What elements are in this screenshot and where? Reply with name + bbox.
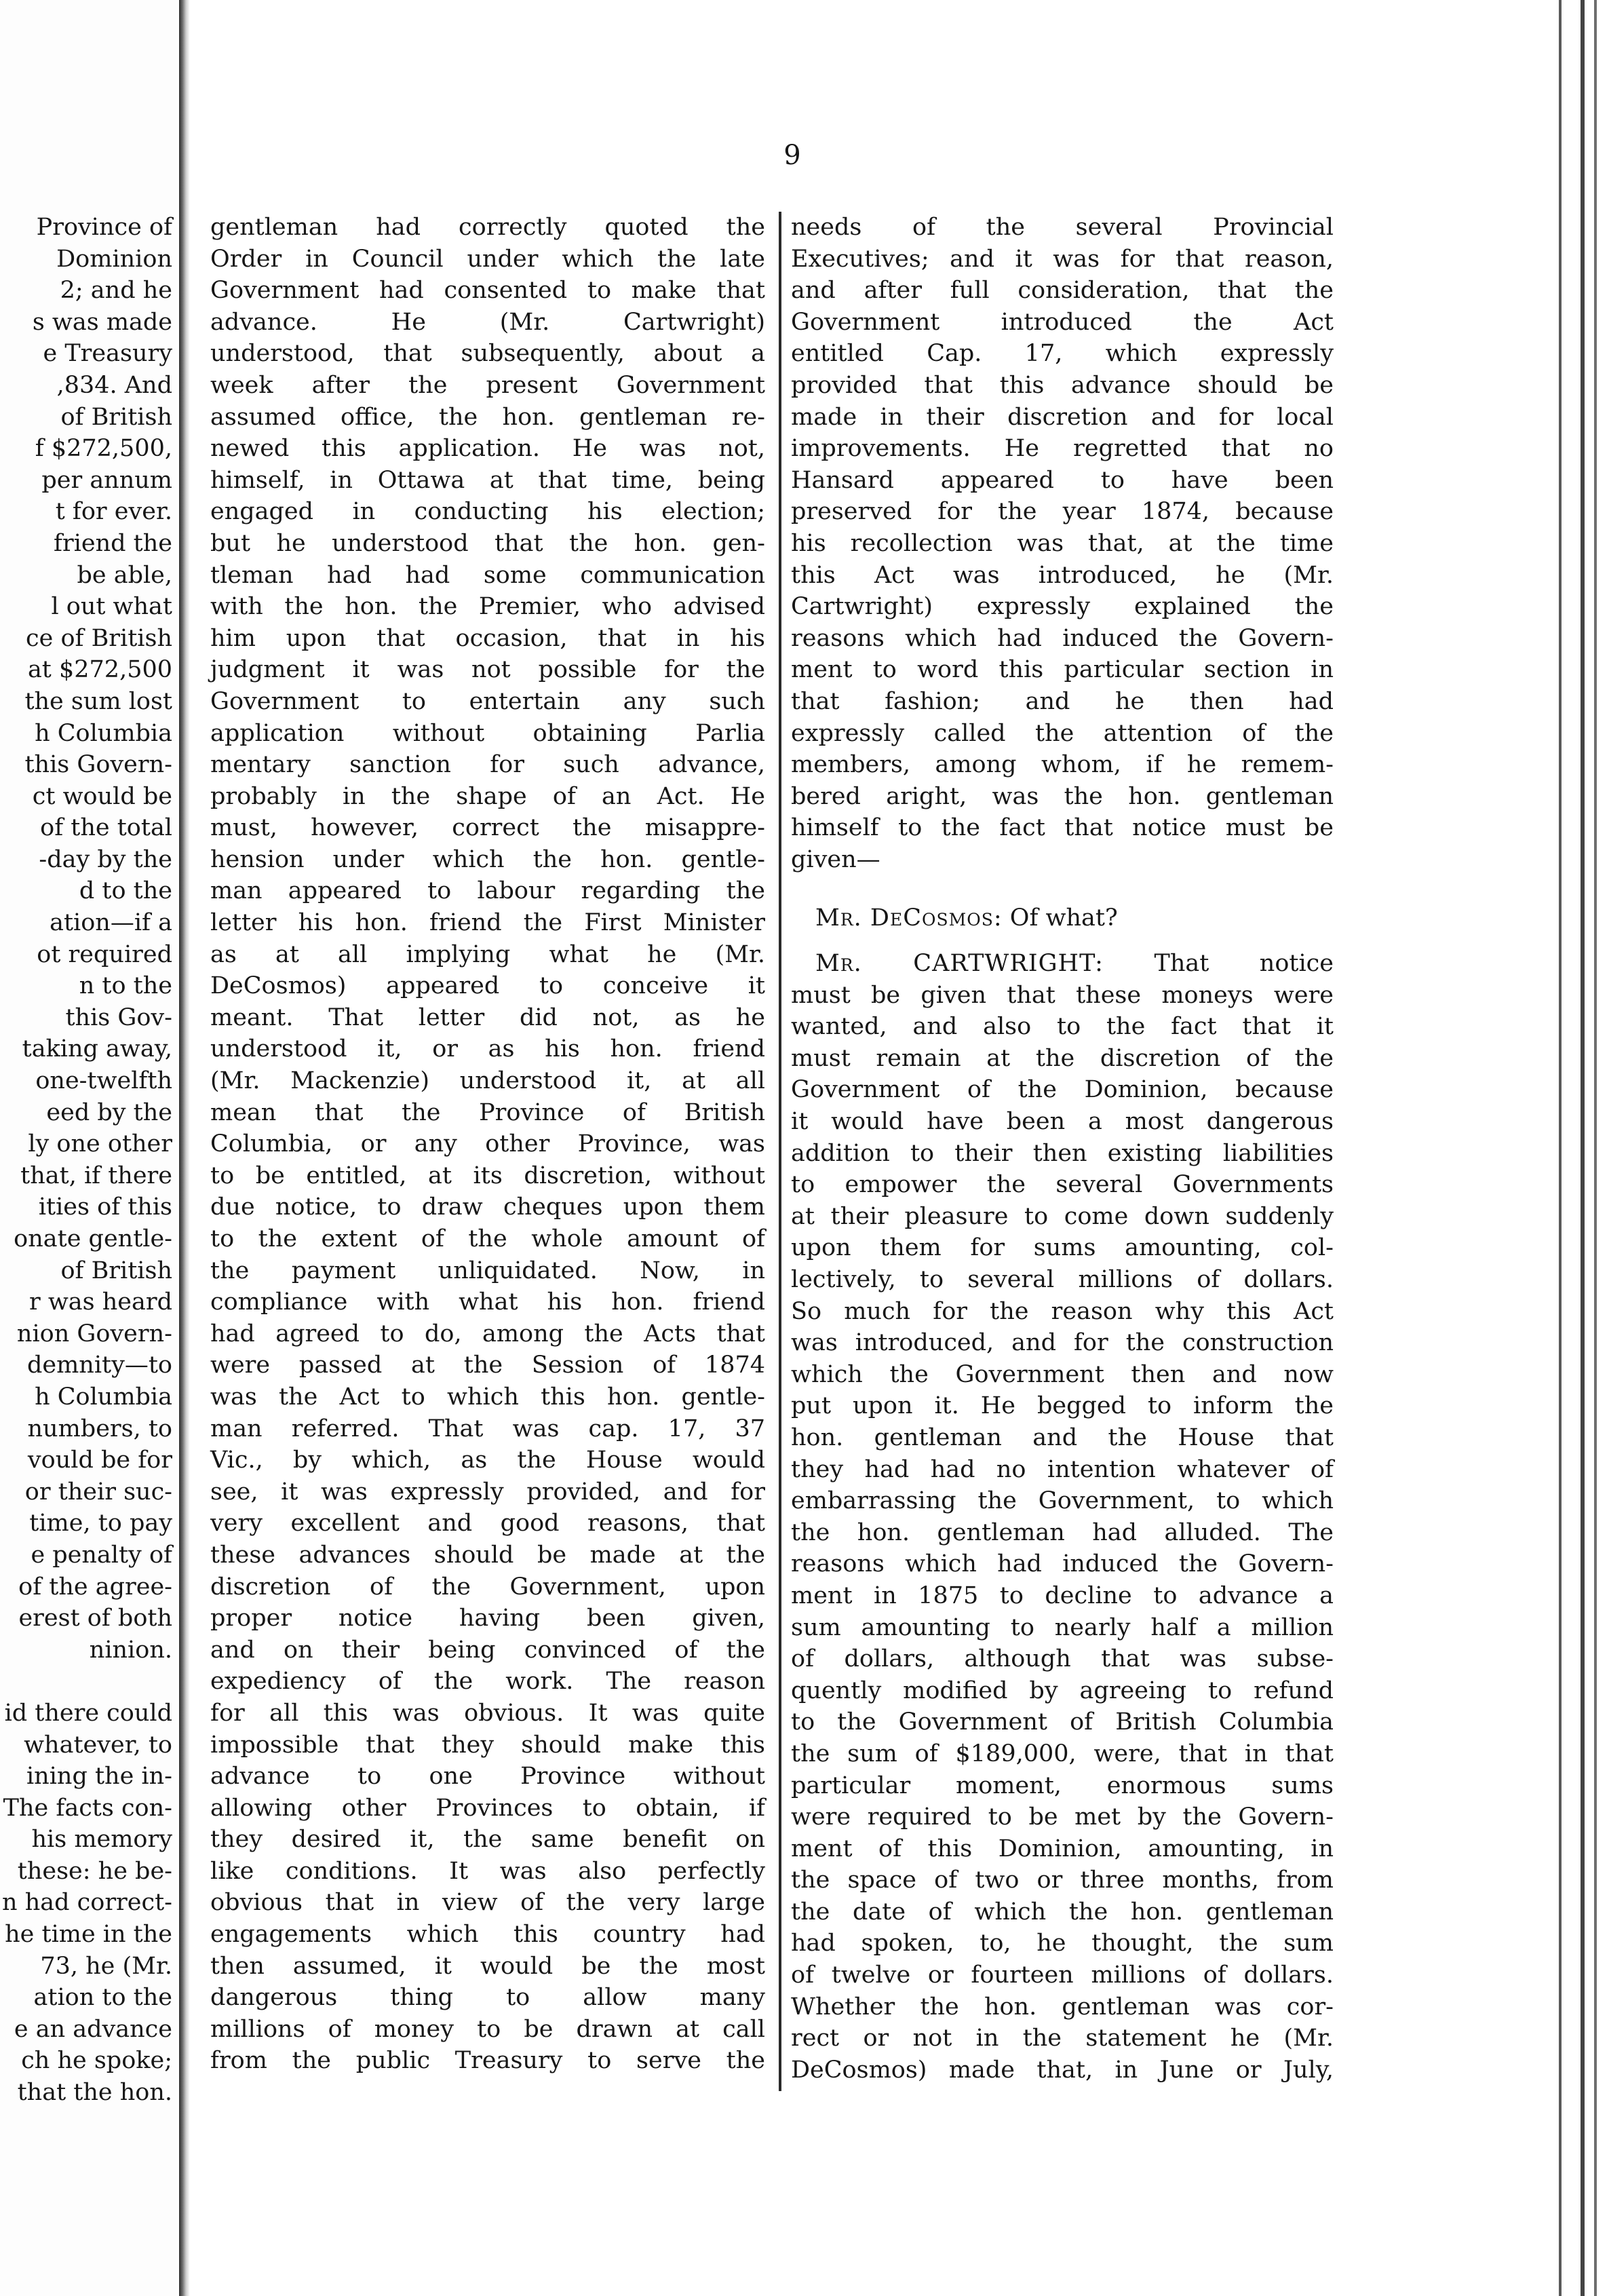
text-line: understood it, or as his hon. friend (210, 1035, 765, 1063)
text-line: tleman had had some communication (210, 561, 765, 589)
text-line: e penalty of (31, 1541, 172, 1569)
text-line: hon. gentleman and the House that (791, 1423, 1334, 1451)
text-line: man appeared to labour regarding the (210, 877, 765, 905)
text-line: the space of two or three months, from (791, 1867, 1334, 1894)
text-line: was introduced, and for the construction (791, 1329, 1334, 1357)
text-line: very excellent and good reasons, that (210, 1510, 765, 1537)
text-line: Columbia, or any other Province, was (210, 1130, 765, 1158)
text-line: (Mr. Mackenzie) understood it, at all (210, 1067, 765, 1095)
text-line: ment of this Dominion, amounting, in (791, 1835, 1334, 1862)
text-line: given— (791, 845, 880, 873)
column-divider (779, 212, 781, 2091)
right-column (791, 212, 1334, 2086)
interjection-line (791, 902, 1334, 934)
text-line: ct would be (32, 782, 172, 810)
text-line: the hon. gentleman had alluded. The (791, 1518, 1334, 1546)
text-line: ment in 1875 to decline to advance a (791, 1582, 1334, 1609)
text-line: of dollars, although that was subse- (791, 1645, 1334, 1673)
text-line: improvements. He regretted that no (791, 435, 1334, 463)
interjection-text: Of what? (1009, 904, 1118, 932)
text-line: id there could (4, 1699, 172, 1727)
text-line: Dominion (56, 245, 172, 273)
text-line: Government introduced the Act (791, 308, 1334, 336)
text-line: sum amounting to nearly half a million (791, 1613, 1334, 1641)
text-line: gentleman had correctly quoted the (210, 214, 765, 241)
text-line: of twelve or fourteen millions of dollars. (791, 1962, 1334, 1989)
text-line: were required to be met by the Govern- (791, 1803, 1334, 1831)
text-line: due notice, to draw cheques upon them (210, 1193, 765, 1221)
text-line: assumed office, the hon. gentleman re- (210, 403, 765, 431)
text-line: millions of money to be drawn at call (210, 2015, 765, 2043)
text-line: his memory (31, 1826, 172, 1854)
reply-text: That notice (1154, 950, 1334, 978)
text-line: -day by the (39, 845, 172, 873)
text-line: the payment unliquidated. Now, in (210, 1257, 765, 1284)
text-line: at their pleasure to come down suddenly (791, 1202, 1334, 1230)
text-line: must be given that these moneys were (791, 981, 1334, 1009)
text-line: Executives; and it was for that reason, (791, 245, 1334, 273)
text-line: must, however, correct the misappre- (210, 814, 765, 842)
text-line: addition to their then existing liabilities (791, 1139, 1334, 1167)
text-line: members, among whom, if he remem- (791, 751, 1334, 779)
text-line: allowing other Provinces to obtain, if (210, 1794, 765, 1822)
text-line: h Columbia (35, 719, 172, 747)
text-line: h Columbia (35, 1383, 172, 1411)
text-line: t for ever. (55, 498, 172, 526)
text-line: d to the (79, 877, 172, 905)
text-line: be able, (77, 561, 172, 589)
text-line: the sum lost (24, 687, 172, 715)
text-line: it would have been a most dangerous (791, 1108, 1334, 1136)
text-line: r was heard (28, 1288, 172, 1316)
middle-column (210, 212, 765, 2077)
text-line: s was made (32, 308, 172, 336)
text-line: week after the present Government (210, 371, 765, 399)
speaker-name: Mr. DeCosmos: (815, 904, 1003, 932)
page-edge (1594, 0, 1597, 2296)
text-line: advance. He (Mr. Cartwright) (210, 308, 765, 336)
text-line: Government had consented to make that (210, 277, 765, 305)
text-line: n to the (79, 972, 172, 1000)
text-line: e an advance (14, 2015, 172, 2043)
text-line: this Act was introduced, he (Mr. (791, 561, 1334, 589)
text-line: his recollection was that, at the time (791, 529, 1334, 557)
page-number: 9 (783, 140, 801, 171)
text-line: meant. That letter did not, as he (210, 1003, 765, 1031)
text-line: to the extent of the whole amount of (210, 1225, 765, 1252)
page-edge (1581, 0, 1585, 2296)
text-line: himself, in Ottawa at that time, being (210, 466, 765, 494)
text-line: expediency of the work. The reason (210, 1668, 765, 1696)
text-line: provided that this advance should be (791, 371, 1334, 399)
text-line: The facts con- (3, 1794, 172, 1822)
text-line: they had had no intention whatever of (791, 1455, 1334, 1483)
facing-page-fragment (0, 0, 178, 2296)
text-line: dangerous thing to allow many (210, 1984, 765, 2012)
text-line: that, if there (20, 1162, 172, 1189)
text-line: were passed at the Session of 1874 (210, 1352, 765, 1379)
text-line: ly one other (28, 1130, 172, 1158)
text-line: ment to word this particular section in (791, 656, 1334, 684)
text-line: needs of the several Provincial (791, 214, 1334, 241)
text-line: ining the in- (26, 1763, 172, 1791)
text-line: So much for the reason why this Act (791, 1297, 1334, 1325)
text-line: Whether the hon. gentleman was cor- (791, 1993, 1334, 2021)
text-line: DeCosmos) made that, in June or July, (791, 2056, 1334, 2084)
text-line: these: he be- (17, 1857, 172, 1885)
text-line: made in their discretion and for local (791, 403, 1334, 431)
text-line: numbers, to (27, 1415, 172, 1442)
text-line: advance to one Province without (210, 1763, 765, 1791)
text-line: bered aright, was the hon. gentleman (791, 782, 1334, 810)
text-line: reasons which had induced the Govern- (791, 1550, 1334, 1578)
text-line: preserved for the year 1874, because (791, 498, 1334, 526)
text-line: ities of this (38, 1193, 172, 1221)
text-line: vould be for (27, 1447, 172, 1474)
text-line: Vic., by which, as the House would (210, 1447, 765, 1474)
text-line: engaged in conducting his election; (210, 498, 765, 526)
text-line: to be entitled, at its discretion, without (210, 1162, 765, 1189)
text-line: ation to the (33, 1984, 172, 2012)
text-line: had agreed to do, among the Acts that (210, 1320, 765, 1347)
text-line: e Treasury (43, 340, 172, 368)
text-line: these advances should be made at the (210, 1541, 765, 1569)
text-line: of British (60, 403, 172, 431)
text-line: must remain at the discretion of the (791, 1044, 1334, 1072)
text-line: ch he spoke; (21, 2047, 172, 2075)
text-line: nion Govern- (16, 1320, 172, 1347)
paragraph (791, 212, 1334, 875)
text-line: of the total (40, 814, 172, 842)
text-line: had spoken, to, he thought, the sum (791, 1930, 1334, 1957)
text-line: him upon that occasion, that in his (210, 624, 765, 652)
text-line: he time in the (5, 1921, 172, 1949)
text-line: ,834. And (56, 371, 172, 399)
text-line: erest of both (18, 1605, 172, 1632)
text-line: reasons which had induced the Govern- (791, 624, 1334, 652)
text-line: ation—if a (50, 909, 172, 937)
text-line: per annum (41, 466, 172, 494)
text-line: one-twelfth (35, 1067, 172, 1095)
text-line: wanted, and also to the fact that it (791, 1013, 1334, 1041)
text-line: newed this application. He was not, (210, 435, 765, 463)
text-line: letter his hon. friend the First Minister (210, 909, 765, 937)
text-line: particular moment, enormous sums (791, 1772, 1334, 1799)
text-line: and after full consideration, that the (791, 277, 1334, 305)
text-line: of British (60, 1257, 172, 1284)
text-line: proper notice having been given, (210, 1605, 765, 1632)
text-line: time, to pay (29, 1510, 172, 1537)
text-line: probably in the shape of an Act. He (210, 782, 765, 810)
text-line: whatever, to (24, 1731, 172, 1759)
text-line: Hansard appeared to have been (791, 466, 1334, 494)
text-line: this Gov- (65, 1003, 172, 1031)
left-column-fragment (0, 212, 172, 2109)
text-line: like conditions. It was also perfectly (210, 1857, 765, 1885)
text-line: to empower the several Governments (791, 1171, 1334, 1199)
text-line: Province of (36, 214, 172, 241)
text-line: Cartwright) expressly explained the (791, 593, 1334, 621)
text-line: compliance with what his hon. friend (210, 1288, 765, 1316)
text-line: taking away, (22, 1035, 172, 1063)
text-line: man referred. That was cap. 17, 37 (210, 1415, 765, 1442)
text-line: eed by the (46, 1098, 172, 1126)
text-line: 73, he (Mr. (40, 1952, 172, 1980)
text-line: n had correct- (2, 1889, 172, 1917)
text-line: engagements which this country had (210, 1921, 765, 1949)
text-line: this Govern- (24, 751, 172, 779)
text-line (0, 1666, 172, 1698)
text-line: obvious that in view of the very large (210, 1889, 765, 1917)
text-line: entitled Cap. 17, which expressly (791, 340, 1334, 368)
text-line: ninion. (89, 1636, 172, 1664)
reply-first-line (791, 948, 1334, 980)
text-line: himself to the fact that notice must be (791, 814, 1334, 842)
text-line: Government of the Dominion, because (791, 1076, 1334, 1104)
text-line: or their suc- (24, 1478, 172, 1506)
text-line: l out what (51, 593, 172, 621)
text-line: as at all implying what he (Mr. (210, 940, 765, 968)
text-line: lectively, to several millions of dollars. (791, 1266, 1334, 1293)
text-line: the sum of $189,000, were, that in that (791, 1740, 1334, 1767)
text-line: that the hon. (17, 2079, 172, 2107)
text-line: which the Government then and now (791, 1360, 1334, 1388)
text-line: onate gentle- (14, 1225, 172, 1252)
text-line: of the agree- (18, 1573, 172, 1601)
text-line: application without obtaining Parlia (210, 719, 765, 747)
speaker-name: Mr. CARTWRIGHT: (815, 950, 1104, 978)
text-line: DeCosmos) appeared to conceive it (210, 972, 765, 1000)
text-line: ot required (37, 940, 172, 968)
text-line: judgment it was not possible for the (210, 656, 765, 684)
text-line: quently modified by agreeing to refund (791, 1677, 1334, 1704)
text-line: see, it was expressly provided, and for (210, 1478, 765, 1506)
text-line: was the Act to which this hon. gentle- (210, 1383, 765, 1411)
text-line: Government to entertain any such (210, 687, 765, 715)
text-line: expressly called the attention of the (791, 719, 1334, 747)
text-line: for all this was obvious. It was quite (210, 1699, 765, 1727)
text-line: that fashion; and he then had (791, 687, 1334, 715)
text-line: from the public Treasury to serve the (210, 2047, 765, 2075)
text-line: with the hon. the Premier, who advised (210, 593, 765, 621)
text-line: impossible that they should make this (210, 1731, 765, 1759)
page-gutter (179, 0, 190, 2296)
text-line: at $272,500 (27, 656, 172, 684)
text-line: embarrassing the Government, to which (791, 1487, 1334, 1515)
text-line: 2; and he (60, 277, 172, 305)
text-line: rect or not in the statement he (Mr. (791, 2025, 1334, 2052)
page-edge (1559, 0, 1562, 2296)
text-line: upon them for sums amounting, col- (791, 1234, 1334, 1262)
text-line: then assumed, it would be the most (210, 1952, 765, 1980)
text-line: mean that the Province of British (210, 1098, 765, 1126)
text-line: discretion of the Government, upon (210, 1573, 765, 1601)
text-line: put upon it. He begged to inform the (791, 1392, 1334, 1420)
text-line: Order in Council under which the late (210, 245, 765, 273)
text-line: the date of which the hon. gentleman (791, 1898, 1334, 1926)
text-line: they desired it, the same benefit on (210, 1826, 765, 1854)
text-line: but he understood that the hon. gen- (210, 529, 765, 557)
text-line: mentary sanction for such advance, (210, 751, 765, 779)
text-line: understood, that subsequently, about a (210, 340, 765, 368)
text-line: demnity—to (26, 1352, 172, 1379)
text-line: ce of British (26, 624, 172, 652)
text-line: hension under which the hon. gentle- (210, 845, 765, 873)
paragraph (791, 980, 1334, 2086)
text-line: f $272,500, (35, 435, 172, 463)
text-line: to the Government of British Columbia (791, 1708, 1334, 1736)
text-line: and on their being convinced of the (210, 1636, 765, 1664)
text-line: friend the (54, 529, 172, 557)
